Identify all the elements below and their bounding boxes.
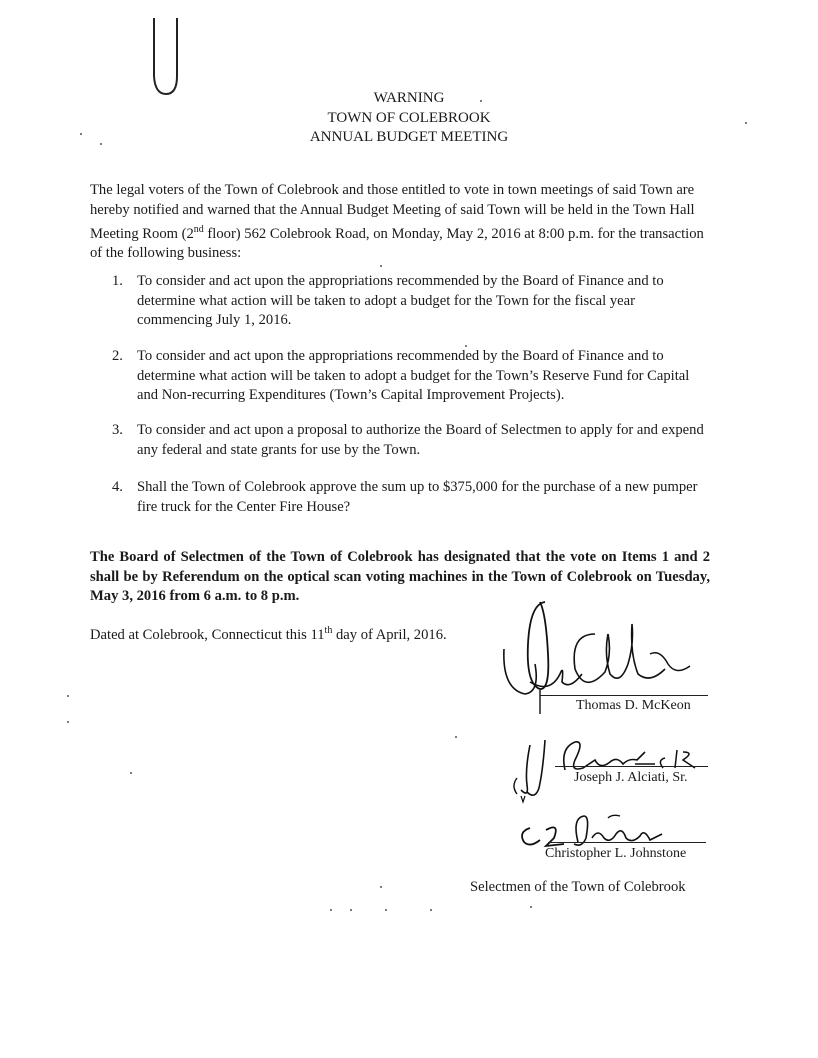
- scan-speck: [130, 772, 132, 774]
- selectmen-closing: Selectmen of the Town of Colebrook: [470, 879, 686, 895]
- item-text: Shall the Town of Colebrook approve the sum up to $375,000 for the purchase of a new pumper fire truck for the Center Fire House?: [137, 479, 698, 515]
- scan-speck: [67, 695, 69, 697]
- intro-text-part2: floor) 562 Colebrook Road, on Monday, May 2, 2016 at 8:00 p.m. for the transaction of the following business:: [90, 225, 704, 262]
- item-number: 1.: [112, 273, 123, 289]
- scan-speck: [455, 736, 457, 738]
- scan-speck: [380, 265, 382, 267]
- referendum-notice: The Board of Selectmen of the Town of Colebrook has designated that the vote on Items 1 and 2 shall be by Referendum on the optical scan voting machines in the Town of Colebrook on Tuesday, May 3, 2016 from 6 a.m. to 8 p.m.: [90, 549, 710, 604]
- scan-speck: [530, 906, 532, 908]
- dated-superscript: th: [324, 625, 333, 636]
- item-number: 4.: [112, 479, 123, 495]
- header-town: TOWN OF COLEBROOK: [327, 110, 491, 126]
- signature-alciati: [505, 730, 720, 805]
- scan-speck: [745, 122, 747, 124]
- dated-line: [90, 625, 447, 644]
- item-text: To consider and act upon the appropriations recommended by the Board of Finance and to determine what action will be taken to adopt a budget for the Town’s Reserve Fund for Capital and Non-recurring Expenditures (Town’s Capital Improvement Projects).: [137, 348, 690, 403]
- header-warning: WARNING: [373, 90, 445, 106]
- signature-line-mckeon: [540, 695, 708, 696]
- signer-name-alciati: Joseph J. Alciati, Sr.: [574, 770, 688, 785]
- intro-superscript: nd: [193, 224, 204, 235]
- scan-speck: [100, 143, 102, 145]
- scan-speck: [480, 100, 482, 102]
- scan-speck: [80, 133, 82, 135]
- scan-speck: [385, 909, 387, 911]
- signer-name-mckeon: Thomas D. McKeon: [576, 698, 691, 713]
- scan-speck: [67, 721, 69, 723]
- signer-name-johnstone: Christopher L. Johnstone: [545, 846, 687, 861]
- item-text: To consider and act upon a proposal to authorize the Board of Selectmen to apply for and expend any federal and state grants for use by the Town.: [137, 422, 704, 458]
- handwritten-u-mark: [146, 14, 186, 98]
- intro-text-part1: The legal voters of the Town of Colebrook and those entitled to vote in town meetings of said Town are hereby notified and warned that the Annual Budget Meeting of said Town will be held in the Town Hall Meeting Room (2: [90, 182, 695, 242]
- intro-paragraph: [90, 181, 710, 264]
- scan-speck: [430, 909, 432, 911]
- scan-speck: [465, 345, 467, 347]
- item-number: 2.: [112, 348, 123, 364]
- scan-speck: [330, 909, 332, 911]
- signature-line-alciati: [555, 766, 708, 767]
- dated-text-part1: Dated at Colebrook, Connecticut this 11: [90, 626, 325, 643]
- scan-speck: [350, 909, 352, 911]
- signature-line-johnstone: [548, 842, 706, 843]
- item-text: To consider and act upon the appropriations recommended by the Board of Finance and to determine what action will be taken to adopt a budget for the Town for the fiscal year commencing July 1, 2016.: [137, 273, 664, 328]
- dated-text-part2: day of April, 2016.: [332, 626, 447, 643]
- item-number: 3.: [112, 422, 123, 438]
- header-meeting-title: ANNUAL BUDGET MEETING: [309, 129, 509, 145]
- scan-speck: [380, 886, 382, 888]
